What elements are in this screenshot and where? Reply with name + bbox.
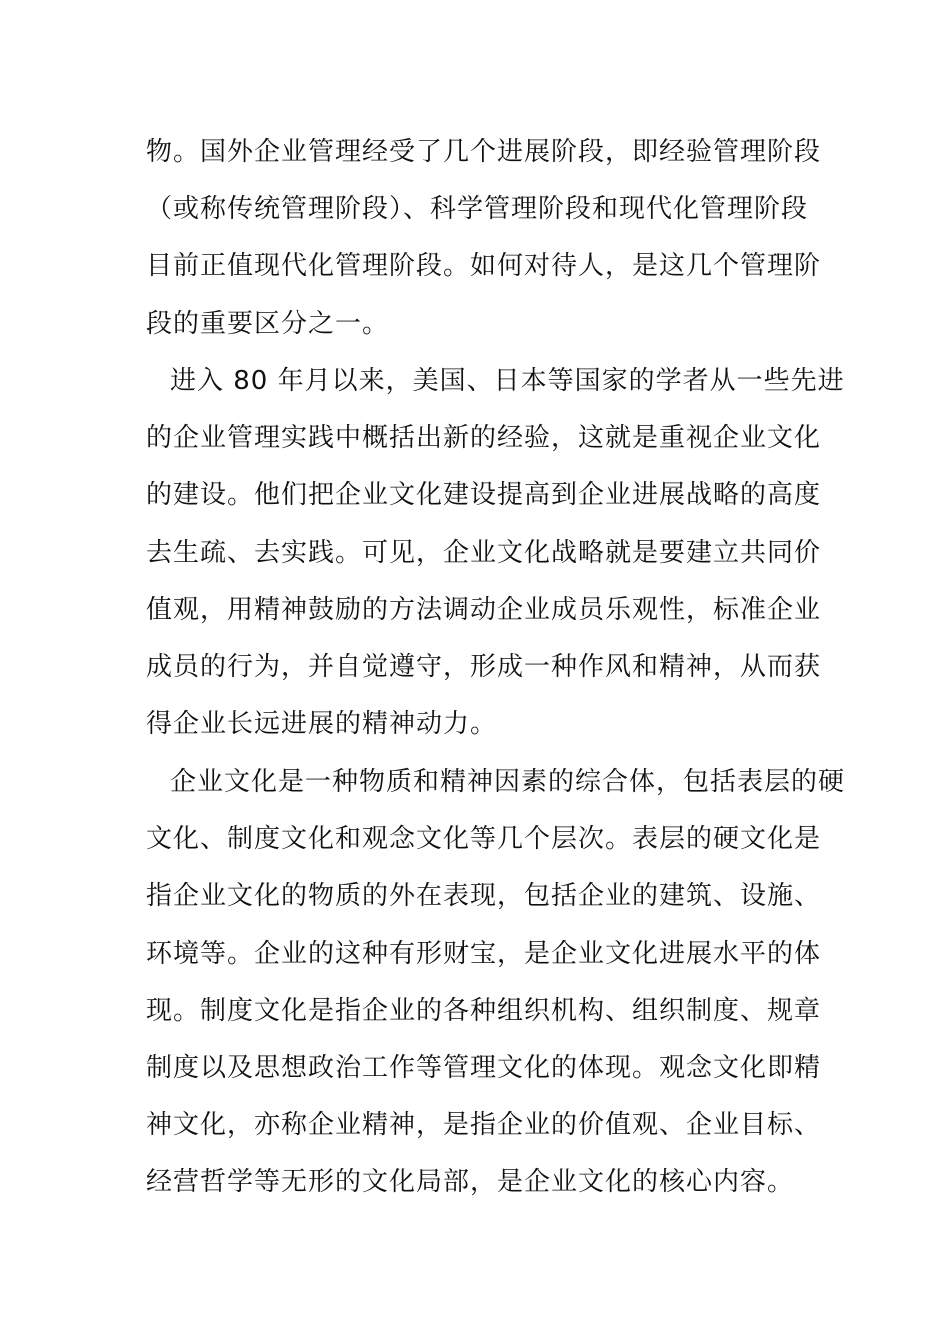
paragraph-3-line-7: 神文化，亦称企业精神，是指企业的价值观、企业目标、	[146, 1110, 822, 1141]
paragraph-2-line-6: 成员的行为，并自觉遵守，形成一种作风和精神，从而获	[146, 651, 822, 682]
paragraph-2	[146, 353, 845, 753]
paragraph-2-line-4: 去生疏、去实践。可见，企业文化战略就是要建立共同价	[146, 537, 822, 568]
paragraph-3-line-3: 指企业文化的物质的外在表现，包括企业的建筑、设施、	[146, 881, 822, 912]
paragraph-1-line-1: 物。国外企业管理经受了几个进展阶段，即经验管理阶段	[146, 137, 822, 167]
paragraph-3-line-4: 环境等。企业的这种有形财宝，是企业文化进展水平的体	[146, 938, 822, 969]
paragraph-2-line-1: 进入 80 年月以来，美国、日本等国家的学者从一些先进	[170, 366, 845, 396]
paragraph-1-line-3: 目前正值现代化管理阶段。如何对待人，是这几个管理阶	[146, 251, 822, 282]
paragraph-3-line-5: 现。制度文化是指企业的各种组织机构、组织制度、规章	[146, 995, 822, 1026]
paragraph-3	[146, 754, 846, 1212]
paragraph-1-line-4: 段的重要区分之一。	[146, 308, 390, 339]
paragraph-1-line-2: （或称传统管理阶段）、科学管理阶段和现代化管理阶段	[146, 194, 809, 225]
paragraph-1	[146, 124, 822, 353]
paragraph-3-line-6: 制度以及思想政治工作等管理文化的体现。观念文化即精	[146, 1052, 822, 1083]
paragraph-3-line-1: 企业文化是一种物质和精神因素的综合体，包括表层的硬	[170, 767, 846, 797]
paragraph-2-line-2: 的企业管理实践中概括出新的经验，这就是重视企业文化	[146, 423, 822, 454]
paragraph-2-line-3: 的建设。他们把企业文化建设提高到企业进展战略的高度	[146, 480, 822, 511]
paragraph-2-line-5: 值观，用精神鼓励的方法调动企业成员乐观性，标准企业	[146, 594, 822, 625]
paragraph-2-line-7: 得企业长远进展的精神动力。	[146, 709, 498, 740]
paragraph-3-line-8: 经营哲学等无形的文化局部，是企业文化的核心内容。	[146, 1167, 795, 1198]
paragraph-3-line-2: 文化、制度文化和观念文化等几个层次。表层的硬文化是	[146, 824, 822, 855]
